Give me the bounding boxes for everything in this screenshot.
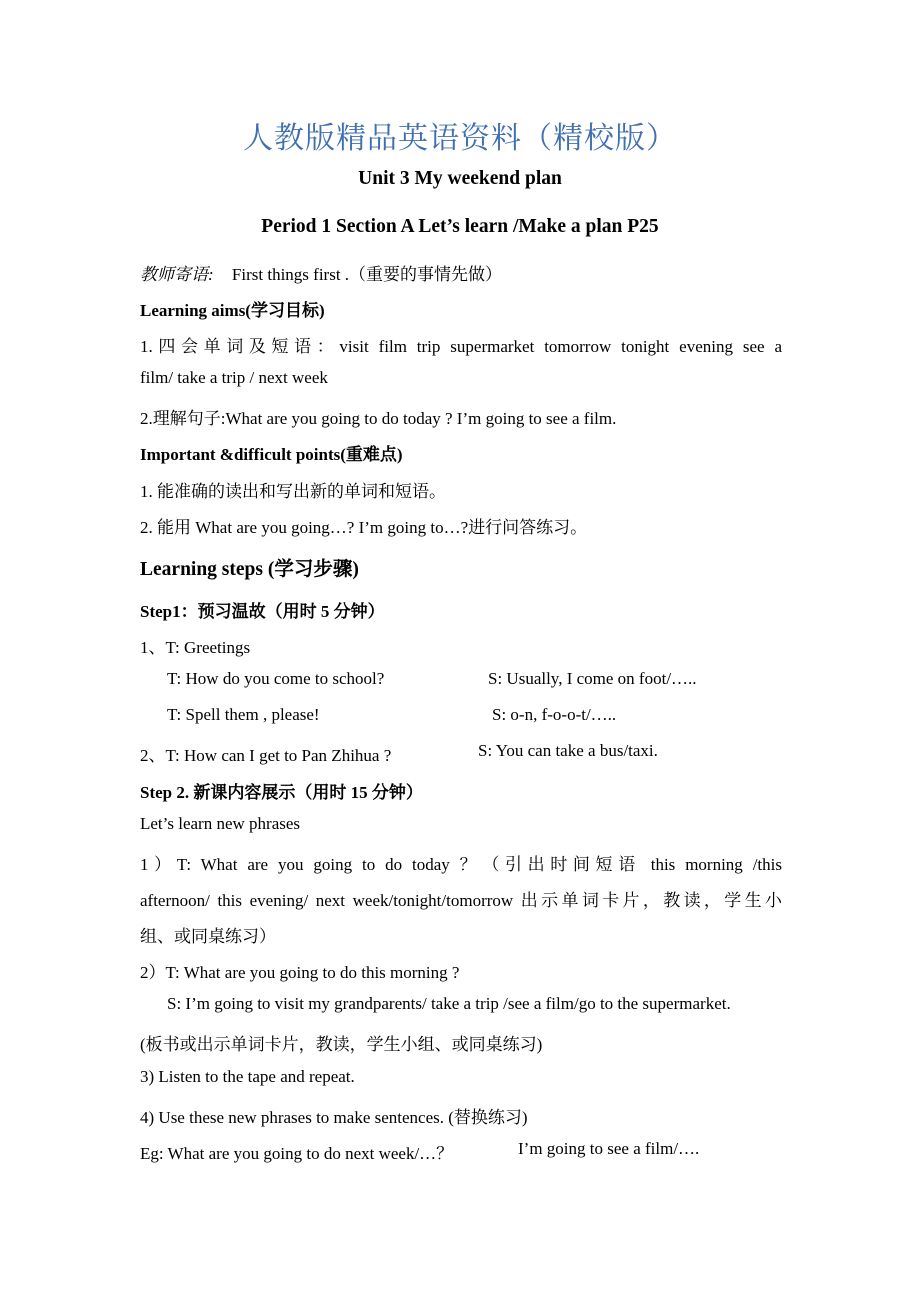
step1-heading: Step1：预习温故（用时 5 分钟） xyxy=(140,602,385,621)
aims-item-1b: film/ take a trip / next week xyxy=(140,368,328,387)
steps-heading: Learning steps (学习步骤) xyxy=(140,559,359,580)
step2-example-question: Eg: What are you going to do next week/…？ xyxy=(140,1144,454,1163)
step1-line-1: 1、T: Greetings xyxy=(140,638,251,657)
points-heading: Important &difficult points(重难点) xyxy=(140,445,403,464)
motto-text: First things first .（重要的事情先做） xyxy=(231,265,503,284)
teacher-motto xyxy=(140,260,782,285)
step1-line-3-s: S: o-n, f-o-o-t/….. xyxy=(492,705,617,724)
unit-title: Unit 3 My weekend plan xyxy=(358,168,562,189)
step2-para2-a: 2）T: What are you going to do this morning ? xyxy=(140,963,460,982)
step2-para1-c: 组、或同桌练习） xyxy=(140,927,276,946)
motto-label: 教师寄语: xyxy=(140,265,214,284)
aims-heading: Learning aims(学习目标) xyxy=(140,301,325,320)
step2-example-answer: I’m going to see a film/…. xyxy=(518,1139,700,1158)
step2-para1-b: afternoon/ this evening/ next week/tonight/tomorrow 出示单词卡片，教读，学生小 xyxy=(140,891,782,910)
period-title: Period 1 Section A Let’s learn /Make a plan P25 xyxy=(261,216,659,237)
step2-para3: 3) Listen to the tape and repeat. xyxy=(140,1067,355,1086)
points-item-2: 2. 能用 What are you going…? I’m going to…?进行问答练习。 xyxy=(140,518,588,537)
step2-subheading: Let’s learn new phrases xyxy=(140,814,301,833)
points-item-1: 1. 能准确的读出和写出新的单词和短语。 xyxy=(140,482,446,501)
document-title: 人教版精品英语资料（精校版） xyxy=(243,121,677,156)
step2-heading: Step 2. 新课内容展示（用时 15 分钟） xyxy=(140,783,423,802)
step1-line-3-t: T: Spell them , please! xyxy=(167,705,320,724)
step1-line-4-s: S: You can take a bus/taxi. xyxy=(478,741,658,760)
step2-para2-b: S: I’m going to visit my grandparents/ take a trip /see a film/go to the supermarket. xyxy=(167,994,731,1013)
step1-line-2-t: T: How do you come to school? xyxy=(167,669,385,688)
step2-para1-a: 1）T: What are you going to do today ？（引出时间短语 this morning /this xyxy=(140,855,782,874)
aims-item-1a: 1.四会单词及短语：visit film trip supermarket tomorrow tonight evening see a xyxy=(140,337,782,356)
aims-item-2: 2.理解句子:What are you going to do today ? I’m going to see a film. xyxy=(140,409,617,428)
step2-para4: 4) Use these new phrases to make sentences. (替换练习) xyxy=(140,1108,528,1127)
step2-para2-c: (板书或出示单词卡片，教读，学生小组、或同桌练习) xyxy=(140,1035,543,1054)
step1-line-4-t: 2、T: How can I get to Pan Zhihua ? xyxy=(140,746,392,765)
step1-line-2-s: S: Usually, I come on foot/….. xyxy=(488,669,697,688)
